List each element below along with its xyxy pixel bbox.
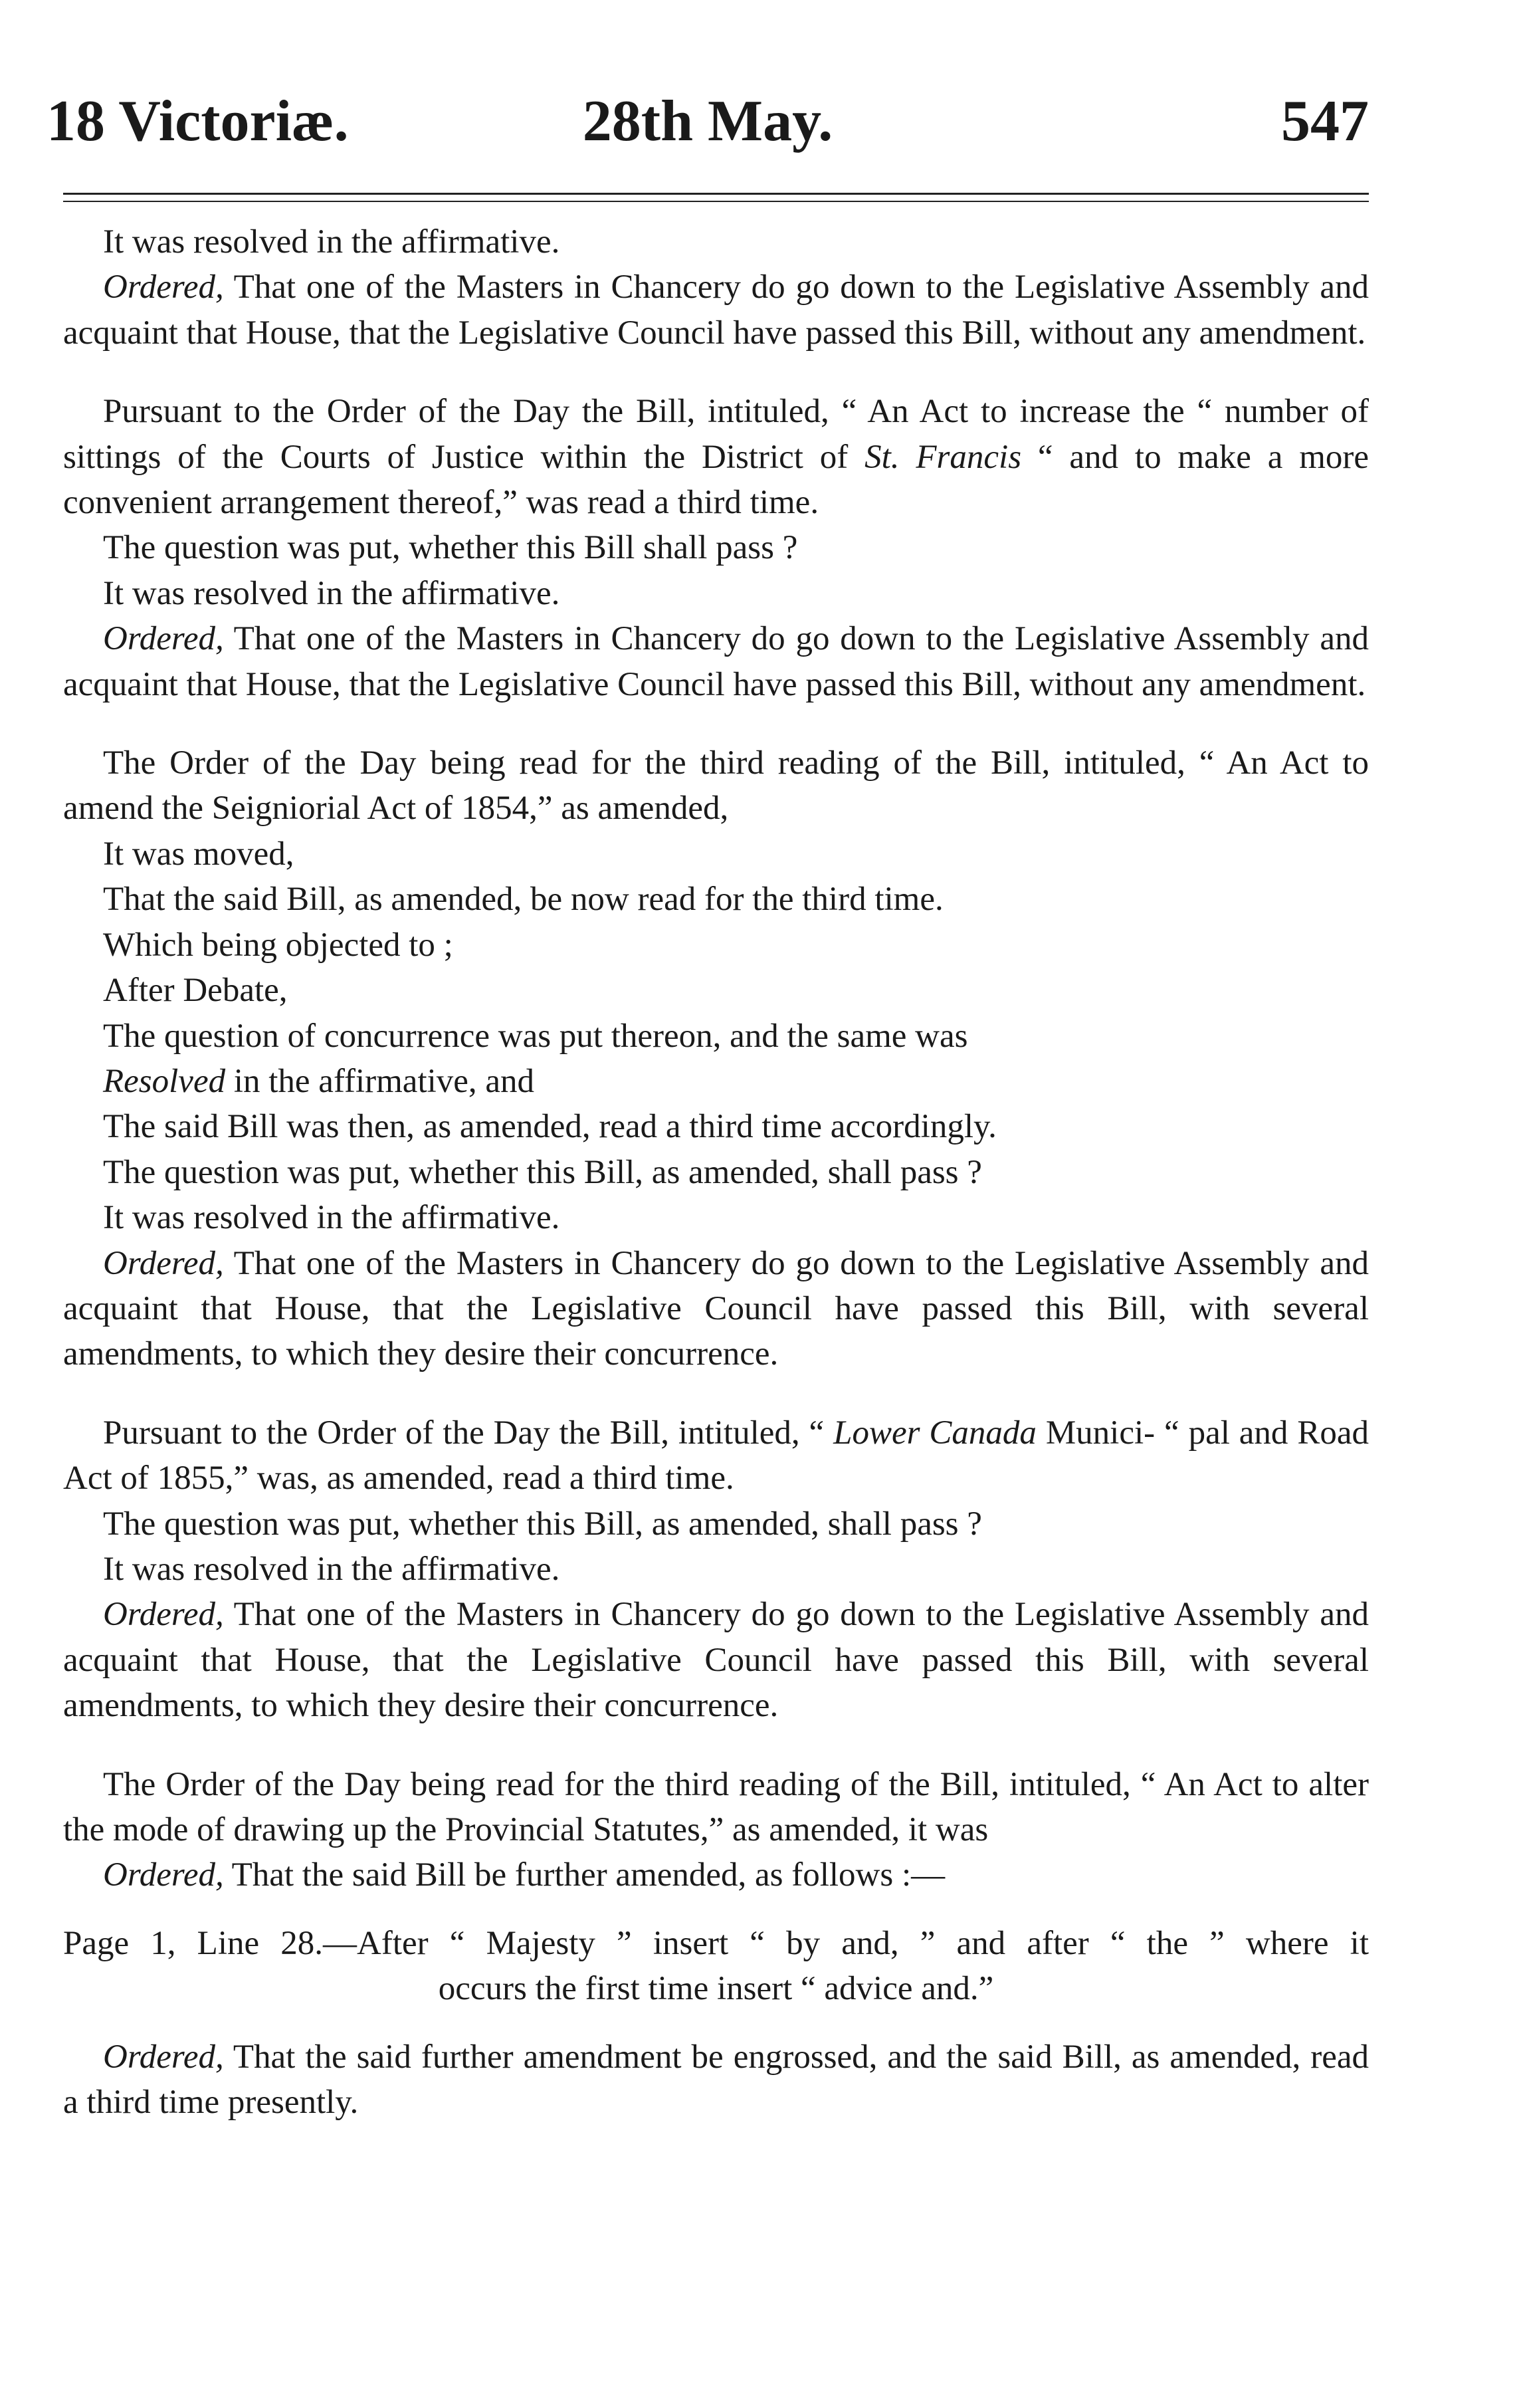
paragraph-line: It was resolved in the affirmative. [103,1550,560,1588]
paragraph-line: It was resolved in the affirmative. [103,1199,560,1237]
amendment-line-2: occurs the first time insert “ advice and.” [438,1970,994,2008]
paragraph-line: Ordered, That one of the Masters in Chancery do go down to the Legislative Assembly and acquaint that House, that the Legislative Council have passed this Bill, with several amendments, to which they desire their concurrence. [63,1596,1369,1725]
document-body [63,219,1369,2125]
header-regnal-year: 18 Victoriæ. [47,89,349,154]
closing-paragraph: Ordered, That the said further amendment be engrossed, and the said Bill, as amended, read a third time presently. [63,2038,1369,2122]
paragraph-line: Resolved in the affirmative, and [103,1062,535,1100]
paragraph-line: Ordered, That one of the Masters in Chancery do go down to the Legislative Assembly and acquaint that House, that the Legislative Council have passed this Bill, without any amendment. [63,269,1369,352]
page-number: 547 [1281,89,1369,154]
amendment-text [63,1921,1369,2012]
paragraph-line: Which being objected to ; [103,926,453,964]
running-header [47,78,1369,165]
paragraph-line: The Order of the Day being read for the third reading of the Bill, intituled, “ An Act to alter the mode of drawing up the Provincial Statutes,” as amended, it was [63,1765,1369,1848]
paragraph-line: The question was put, whether this Bill, as amended, shall pass ? [103,1153,982,1191]
paragraph-line: After Debate, [103,972,288,1010]
amendment-line-1: Page 1, Line 28.—After “ Majesty ” insert “ by and, ” and after “ the ” where it [63,1924,1369,1962]
paragraph-line: Ordered, That one of the Masters in Chancery do go down to the Legislative Assembly and acquaint that House, that the Legislative Council have passed this Bill, without any amendment. [63,620,1369,703]
paragraph-line: The question was put, whether this Bill shall pass ? [103,529,798,567]
header-rule-bottom [63,201,1369,202]
paragraph-line: The Order of the Day being read for the third reading of the Bill, intituled, “ An Act to amend the Seigniorial Act of 1854,” as amended, [63,744,1369,827]
paragraph-line: Pursuant to the Order of the Day the Bill, intituled, “ An Act to increase the “ number of sittings of the Courts of Justice within the District of St. Francis “ and to make a more convenient arrangement thereof,” was read a third time. [63,393,1369,522]
paragraph-line: It was moved, [103,835,294,873]
paragraph-line: Ordered, That the said Bill be further amended, as follows :— [103,1856,946,1894]
paragraph-line: That the said Bill, as amended, be now read for the third time. [103,881,944,919]
paragraph-line: The question was put, whether this Bill, as amended, shall pass ? [103,1505,982,1543]
paragraph-line: Pursuant to the Order of the Day the Bill, intituled, “ Lower Canada Munici- “ pal and Road Act of 1855,” was, as amended, read a third time. [63,1414,1369,1497]
paragraph-line: It was resolved in the affirmative. [103,223,560,261]
paragraph-line: It was resolved in the affirmative. [103,574,560,612]
header-rule-top [63,193,1369,195]
paragraph-line: The said Bill was then, as amended, read a third time accordingly. [103,1108,997,1146]
header-date: 28th May. [582,89,833,154]
paragraph-line: The question of concurrence was put thereon, and the same was [103,1017,968,1055]
paragraph-line: Ordered, That one of the Masters in Chancery do go down to the Legislative Assembly and acquaint that House, that the Legislative Council have passed this Bill, with several amendments, to which they desire their concurrence. [63,1244,1369,1373]
